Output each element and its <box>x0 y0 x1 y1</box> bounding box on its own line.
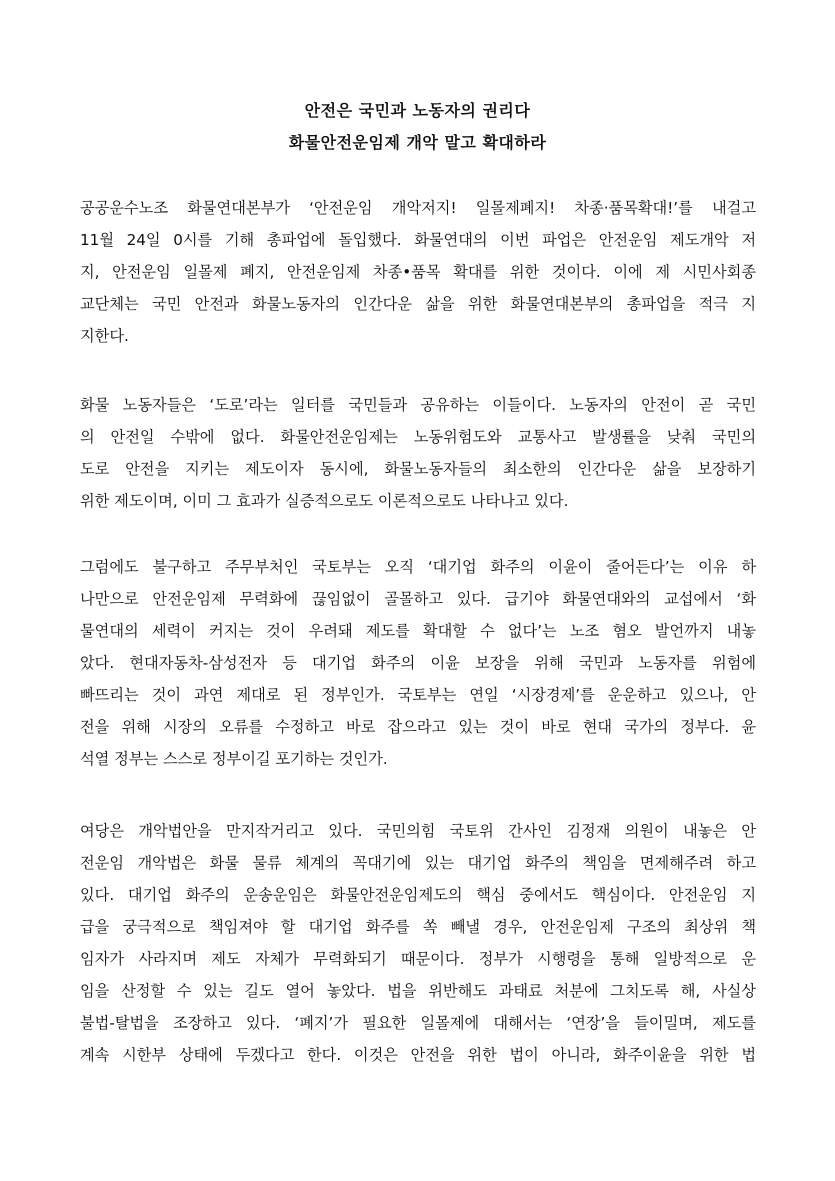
paragraph-1 <box>80 192 756 352</box>
title-line-1: 안전은 국민과 노동자의 권리다 <box>304 101 531 120</box>
paragraph-line: 았다. 현대자동차-삼성전자 등 대기업 화주의 이윤 보장을 위해 국민과 노동자를 위험에 <box>80 654 756 672</box>
paragraph-line: 나만으로 안전운임제 무력화에 끊임없이 골몰하고 있다. 급기야 화물연대와의 교섭에서 ‘화 <box>80 590 756 608</box>
paragraph-line: 공공운수노조 화물연대본부가 ‘안전운임 개악저지! 일몰제폐지! 차종·품목확대!’를 내걸고 <box>80 199 756 217</box>
paragraph-line: 위한 제도이며, 이미 그 효과가 실증적으로도 이론적으로도 나타나고 있다. <box>80 492 569 510</box>
paragraph-2 <box>80 389 756 517</box>
paragraph-line: 11월 24일 0시를 기해 총파업에 돌입했다. 화물연대의 이번 파업은 안전운임 제도개악 저 <box>80 231 756 249</box>
paragraph-line: 여당은 개악법안을 만지작거리고 있다. 국민의힘 국토위 간사인 김정재 의원이 내놓은 안 <box>80 822 756 840</box>
paragraph-line: 교단체는 국민 안전과 화물노동자의 인간다운 삶을 위한 화물연대본부의 총파업을 적극 지 <box>80 295 756 313</box>
paragraph-line: 있다. 대기업 화주의 운송운임은 화물안전운임제도의 핵심 중에서도 핵심이다. 안전운임 지 <box>80 886 756 904</box>
paragraph-3 <box>80 551 756 775</box>
paragraph-line: 화물 노동자들은 ‘도로’라는 일터를 국민들과 공유하는 이들이다. 노동자의 안전이 곧 국민 <box>80 396 756 414</box>
paragraph-line: 의 안전일 수밖에 없다. 화물안전운임제는 노동위험도와 교통사고 발생률을 낮춰 국민의 <box>80 428 756 446</box>
paragraph-line: 계속 시한부 상태에 두겠다고 한다. 이것은 안전을 위한 법이 아니라, 화주이윤을 위한 법 <box>80 1046 756 1064</box>
paragraph-line: 빠뜨리는 것이 과연 제대로 된 정부인가. 국토부는 연일 ‘시장경제’를 운운하고 있으나, 안 <box>80 686 756 704</box>
paragraph-line: 그럼에도 불구하고 주무부처인 국토부는 오직 ‘대기업 화주의 이윤이 줄어든다’는 이유 하 <box>80 558 756 576</box>
paragraph-line: 임자가 사라지며 제도 자체가 무력화되기 때문이다. 정부가 시행령을 통해 일방적으로 운 <box>80 950 756 968</box>
paragraph-line: 전을 위해 시장의 오류를 수정하고 바로 잡으라고 있는 것이 바로 현대 국가의 정부다. 윤 <box>80 718 756 736</box>
paragraph-line: 임을 산정할 수 있는 길도 열어 놓았다. 법을 위반해도 과태료 처분에 그치도록 해, 사실상 <box>80 982 756 1000</box>
paragraph-line: 급을 궁극적으로 책임져야 할 대기업 화주를 쏙 빼낼 경우, 안전운임제 구조의 최상위 책 <box>80 918 756 936</box>
paragraph-line: 불법-탈법을 조장하고 있다. ‘폐지’가 필요한 일몰제에 대해서는 ‘연장’을 들이밀며, 제도를 <box>80 1014 756 1032</box>
document-title <box>0 95 835 159</box>
paragraph-line: 전운임 개악법은 화물 물류 체계의 꼭대기에 있는 대기업 화주의 책임을 면제해주려 하고 <box>80 854 756 872</box>
paragraph-line: 도로 안전을 지키는 제도이자 동시에, 화물노동자들의 최소한의 인간다운 삶을 보장하기 <box>80 460 756 478</box>
paragraph-line: 석열 정부는 스스로 정부이길 포기하는 것인가. <box>80 750 388 768</box>
title-line-2: 화물안전운임제 개악 말고 확대하라 <box>288 133 547 152</box>
paragraph-line: 지한다. <box>80 327 129 345</box>
paragraph-line: 물연대의 세력이 커지는 것이 우려돼 제도를 확대할 수 없다’는 노조 혐오 발언까지 내놓 <box>80 622 756 640</box>
paragraph-line: 지, 안전운임 일몰제 폐지, 안전운임제 차종•품목 확대를 위한 것이다. 이에 제 시민사회종 <box>80 263 756 281</box>
paragraph-4 <box>80 815 756 1071</box>
